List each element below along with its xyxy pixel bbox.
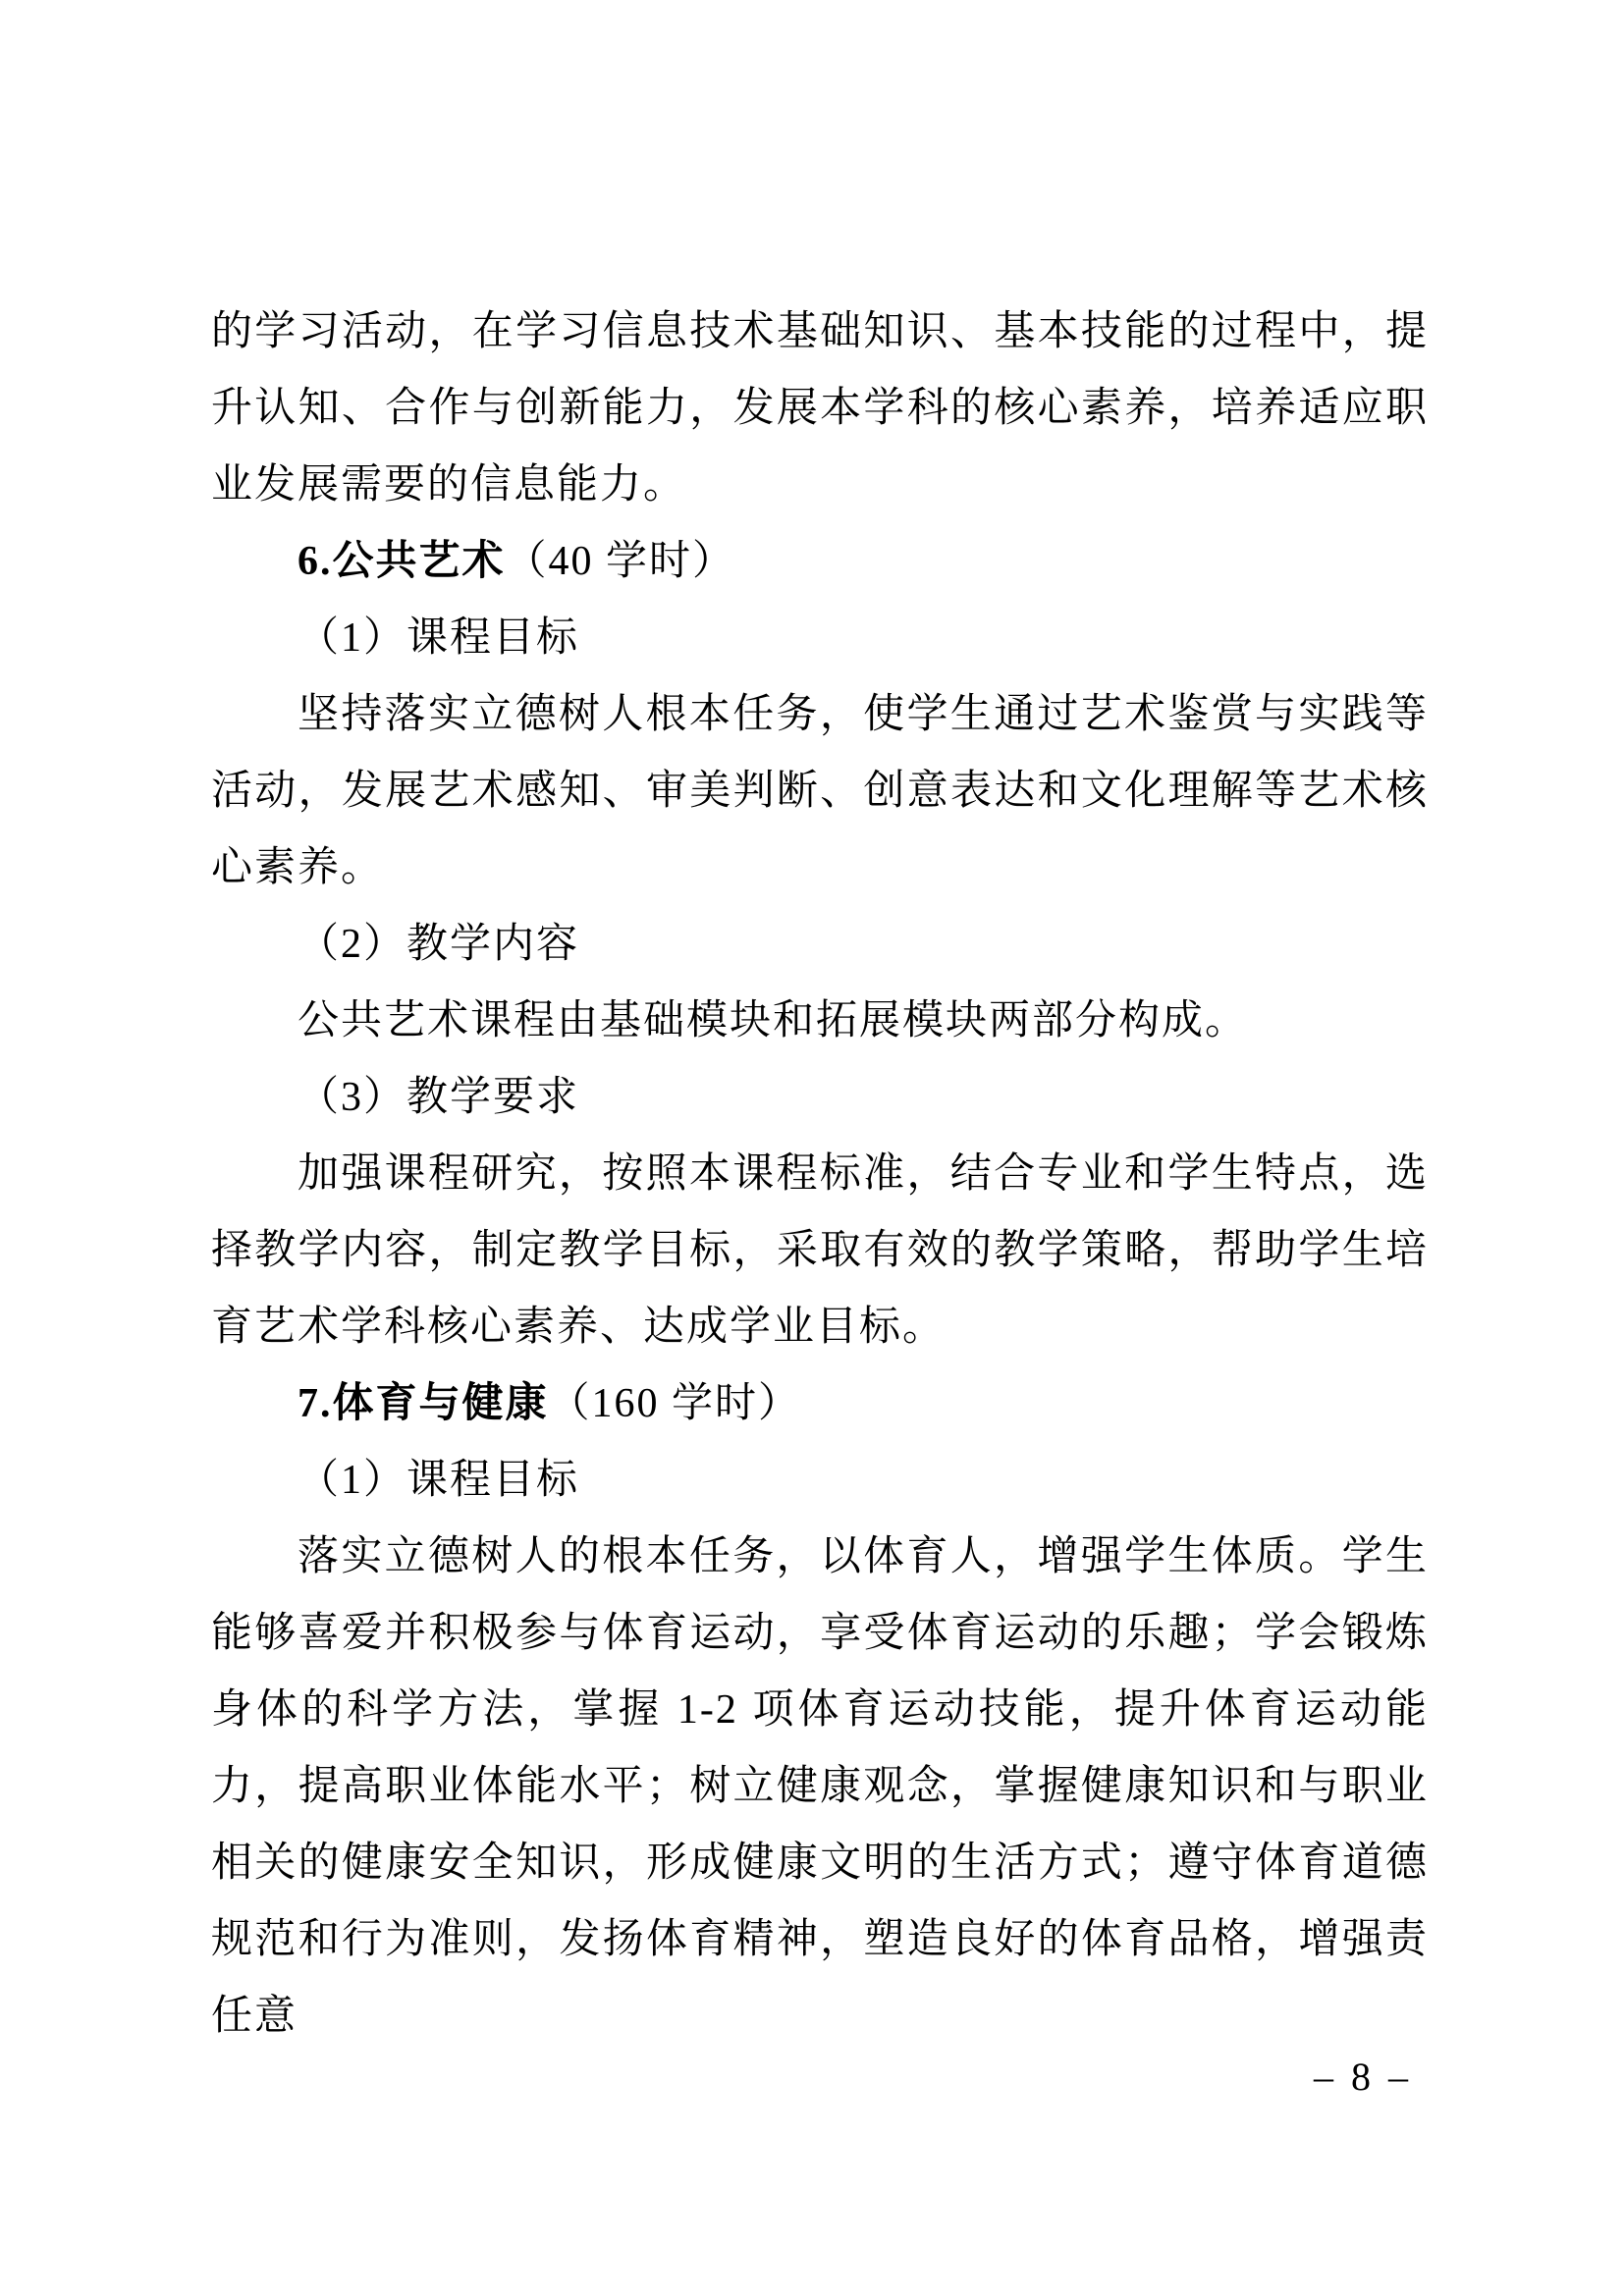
section-heading (211, 523, 1429, 600)
document-body (211, 294, 1429, 2055)
paragraph: 公共艺术课程由基础模块和拓展模块两部分构成。 (298, 998, 1249, 1043)
paragraph: 的学习活动，在学习信息技术基础知识、基本技能的过程中，提升认知、合作与创新能力，发展本学科的核心素养，培养适应职业发展需要的信息能力。 (211, 309, 1429, 507)
page-number-footer: – 8 – (1314, 2055, 1412, 2099)
paragraph: 落实立德树人的根本任务，以体育人，增强学生体质。学生能够喜爱并积极参与体育运动，享受体育运动的乐趣；学会锻炼身体的科学方法，掌握 1-2 项体育运动技能，提升体育运动能力，提高职业体能水平；树立健康观念，掌握健康知识和与职业相关的健康安全知识，形成健康文明的生活方式；遵守体育道德规范和行为准则，发扬体育精神，塑造良好的体育品格，增强责任意 (211, 1534, 1429, 2039)
heading-class-hours: （40 学时） (505, 539, 736, 584)
paragraph: 坚持落实立德树人根本任务，使学生通过艺术鉴赏与实践等活动，发展艺术感知、审美判断、创意表达和文化理解等艺术核心素养。 (211, 692, 1429, 890)
paragraph: （1）课程目标 (298, 1458, 580, 1503)
paragraph: （2）教学内容 (298, 922, 580, 967)
paragraph: （1）课程目标 (298, 615, 580, 661)
heading-number: 6. (298, 539, 333, 584)
section-heading (211, 1365, 1429, 1442)
heading-title: 体育与健康 (332, 1381, 549, 1426)
heading-number: 7. (298, 1381, 333, 1426)
paragraph: （3）教学要求 (298, 1075, 580, 1120)
heading-title: 公共艺术 (332, 539, 506, 584)
paragraph: 加强课程研究，按照本课程标准，结合专业和学生特点，选择教学内容，制定教学目标，采取有效的教学策略，帮助学生培育艺术学科核心素养、达成学业目标。 (211, 1151, 1429, 1350)
heading-class-hours: （160 学时） (548, 1381, 802, 1426)
